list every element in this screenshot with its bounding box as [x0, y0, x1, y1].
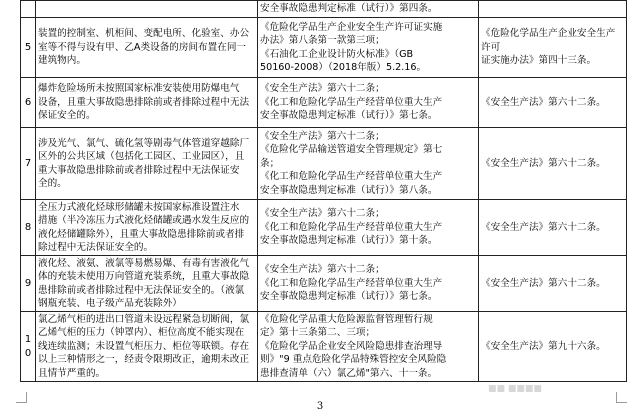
penalty-basis-cell [479, 128, 627, 200]
cell-text-line: 室等不得与设有甲、乙A类设备的房间布置在同一 [38, 41, 247, 53]
table-row [21, 78, 627, 128]
table-row [21, 128, 627, 200]
cell-text-line: 钢瓶充装、电子级产品充装除外） [38, 297, 182, 309]
cell-text-line: 《安全生产法》第六十二条。 [481, 221, 606, 233]
cell-text-line: 《安全生产法》第六十二条。 [481, 277, 606, 289]
cell-text-line: 定》第十三条第二、三项； [260, 327, 376, 339]
cell-text-line: 《化工和危险化学品生产经营单位重大生产 [260, 171, 443, 183]
table-row-continued [21, 1, 627, 18]
cell-text-line: 设备，且重大事故隐患排除前或者排除过程中无法 [38, 96, 250, 108]
cell-text-line: 装置的控制室、机柜间、变配电所、化验室、办公 [38, 28, 250, 40]
row-number-cell: 9 [21, 256, 36, 312]
basis-cell [258, 312, 479, 382]
issue-description-cell [36, 200, 258, 256]
cell-text-line: 安全事故隐患判定标准（试行）》第七条。 [260, 110, 438, 122]
cell-text-line: 保证安全的。 [38, 110, 96, 122]
page-number: 3 [316, 401, 324, 412]
row-number-cell: 6 [21, 78, 36, 128]
cell-text-line: 《化工和危险化学品生产经营单位重大生产 [260, 277, 443, 289]
cell-text-line: 《化工和危险化学品生产经营单位重大生产 [260, 96, 443, 108]
cell-text-line: 患排查清单（六）氯乙烯"第六、十一条。 [260, 367, 438, 379]
cell-text-line: 50160-2008）（2018年版）5.2.16。 [260, 61, 427, 73]
cell-text-line: 且情节严重的。 [38, 367, 106, 379]
issue-description-cell [36, 312, 258, 382]
cell-text-line: 《化工和危险化学品生产经营单位重大生产 [260, 221, 443, 233]
issue-description-cell [36, 78, 258, 128]
table-row [21, 200, 627, 256]
table-row [21, 312, 627, 382]
cell-text-line: 《危险化学品生产企业安全生产许可 [481, 28, 616, 53]
penalty-basis-cell [479, 1, 627, 18]
basis-cell [258, 78, 479, 128]
penalty-basis-cell [479, 312, 627, 382]
penalty-basis-cell [479, 18, 627, 78]
cell-text-line: 液化烃、液氨、液氯等易燃易爆、有毒有害液化气 [38, 257, 250, 269]
cell-text-line: 《安全生产法》第六十二条； [260, 130, 385, 142]
cell-text-line: 安全事故隐患判定标准（试行）》第八条。 [260, 184, 438, 196]
watermark: ■■ ■■■■ [488, 384, 542, 394]
cell-text-line: 则》"9 重点危险化学品特殊管控安全风险隐 [260, 354, 447, 366]
penalty-basis-cell [479, 200, 627, 256]
row-number-cell: 5 [21, 18, 36, 78]
cell-text-line: 《安全生产法》第六十二条。 [481, 96, 606, 108]
cell-text-line: 《安全生产法》第六十二条； [260, 83, 385, 95]
basis-cell [258, 128, 479, 200]
table-row [21, 256, 627, 312]
cell-text-line: 区外的公共区域（包括化工园区、工业园区），且 [38, 151, 245, 163]
cell-text-line: 办法》第八条第一款第三项； [260, 35, 385, 47]
cell-text-line: 除过程中无法保证安全的。 [38, 241, 154, 253]
cell-text-line: 建筑物内。 [38, 55, 86, 67]
cell-text-line: 全压力式液化烃球形储罐未按国家标准设置注水 [38, 201, 240, 213]
basis-cell [258, 18, 479, 78]
cell-text-line: 安全事故隐患判定标准（试行）》第七条。 [260, 291, 438, 303]
penalty-basis-cell [479, 256, 627, 312]
cell-text-line: 全的。 [38, 177, 67, 189]
cell-text-line: 重大事故隐患排除前或者排除过程中无法保证安 [38, 164, 240, 176]
cell-text-line: 《危险化学品生产企业安全生产许可证实施 [260, 21, 443, 33]
cell-text-line: 液化烃储罐除外），且重大事故隐患排除前或者排 [38, 228, 245, 240]
cell-text-line: 《危险化学品重大危险源监督管理暂行规 [260, 313, 433, 325]
cell-text-line: 证实施办法》第四十三条。 [481, 55, 597, 67]
basis-cell [258, 200, 479, 256]
issue-description-cell [36, 1, 258, 18]
cell-text-line: 涉及光气、氯气、硫化氢等剧毒气体管道穿越除厂 [38, 137, 250, 149]
cell-text-line: 《危险化学品输送管道安全管理规定》第七 [260, 144, 443, 156]
cell-text-line: 《石油化工企业设计防火标准》（GB [260, 48, 414, 60]
cell-text-line: 以上三种情形之一，经责令限期改正，逾期未改正 [38, 354, 250, 366]
cell-text-line: 乙烯气柜的压力（钟罩内）、柜位高度不能实现在 [38, 327, 245, 339]
cell-text-line: 氯乙烯气柜的进出口管道未设远程紧急切断阀，氯 [38, 313, 250, 325]
issue-description-cell [36, 128, 258, 200]
cell-text-line: 《安全生产法》第六十二条。 [481, 157, 606, 169]
issue-description-cell [36, 18, 258, 78]
cell-text-line: 《安全生产法》第六十二条； [260, 264, 385, 276]
cell-text-line: 措施（半冷冻压力式液化烃储罐或遇水发生反应的 [38, 215, 250, 227]
cell-text-line: 安全事故隐患判定标准（试行）》第十条。 [260, 235, 438, 247]
cell-text-line: 《危险化学品企业安全风险隐患排查治理导 [260, 340, 443, 352]
row-number-cell: 10 [21, 312, 36, 382]
row-number-cell: 7 [21, 128, 36, 200]
cell-text-line: 体的充装未使用万向管道充装系统，且重大事故隐 [38, 271, 250, 283]
basis-cell [258, 256, 479, 312]
cell-text-line: 爆炸危险场所未按照国家标准安装使用防爆电气 [38, 83, 240, 95]
basis-cell: 安全事故隐患判定标准（试行）》第四条。 [258, 1, 479, 18]
hazard-table [20, 0, 627, 382]
cell-text-line: 线连续监测；未设置气柜压力、柜位等联锁。存在 [38, 340, 250, 352]
cell-text-line: 《安全生产法》第九十六条。 [481, 340, 606, 352]
row-number-cell [21, 1, 36, 18]
penalty-basis-cell [479, 78, 627, 128]
cell-text-line: 《安全生产法》第六十二条； [260, 208, 385, 220]
cell-text-line: 条； [260, 157, 280, 169]
issue-description-cell [36, 256, 258, 312]
cell-text-line: 患排除前或者排除过程中无法保证安全的。（液氯 [38, 284, 245, 296]
row-number-cell: 8 [21, 200, 36, 256]
table-row [21, 18, 627, 78]
